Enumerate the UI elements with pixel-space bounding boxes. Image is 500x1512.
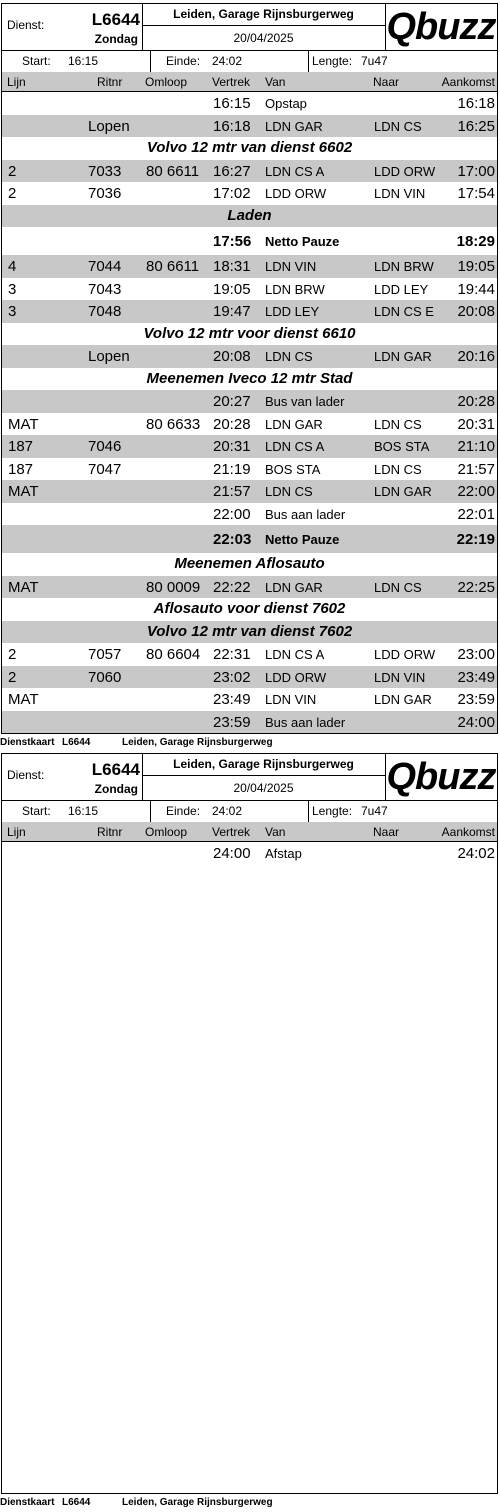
cell-van: LDN CS A <box>265 439 325 454</box>
cell-aankomst: 24:00 <box>457 713 495 731</box>
cell-van: LDN GAR <box>265 416 323 432</box>
col-ritnr: Ritnr <box>97 75 123 89</box>
cell-ritnr: 7048 <box>88 303 122 320</box>
cell-van: LDN CS A <box>265 647 325 662</box>
cell-ritnr: Lopen <box>88 117 130 135</box>
cell-ritnr: 7047 <box>88 460 122 478</box>
col-ritnr: Ritnr <box>97 825 123 839</box>
trip-row <box>2 390 497 413</box>
trip-row <box>2 413 497 436</box>
start-label: Start: <box>22 54 51 68</box>
footer-location: Leiden, Garage Rijnsburgerweg <box>122 1497 273 1508</box>
dienst-code: L6644 <box>91 10 140 29</box>
cell-vertrek: 18:31 <box>213 258 251 275</box>
cell-vertrek: 19:47 <box>213 303 251 320</box>
cell-aankomst: 20:16 <box>457 348 495 365</box>
cell-aankomst: 17:00 <box>457 162 495 180</box>
cell-vertrek: 23:59 <box>213 713 251 731</box>
trip-row <box>2 345 497 368</box>
column-header <box>2 72 497 92</box>
dienst-day: Zondag <box>94 32 138 46</box>
cell-omloop: 80 6611 <box>146 258 200 275</box>
col-omloop: Omloop <box>145 825 188 839</box>
cell-van: LDN VIN <box>265 259 317 274</box>
col-vertrek: Vertrek <box>212 75 251 89</box>
trip-row <box>2 435 497 458</box>
lengte-value: 7u47 <box>361 804 388 818</box>
col-lijn: Lijn <box>7 75 26 89</box>
cell-van: LDN CS <box>265 484 313 499</box>
cell-ritnr: 7044 <box>88 258 122 275</box>
shift-info <box>2 800 497 823</box>
cell-naar: LDN GAR <box>374 692 432 707</box>
column-header <box>2 822 497 842</box>
section-row: Volvo 12 mtr van dienst 7602 <box>2 621 497 644</box>
section-row: Volvo 12 mtr voor dienst 6610 <box>143 324 356 342</box>
trip-row <box>2 182 497 205</box>
cell-van: BOS STA <box>265 461 321 477</box>
schedule-table <box>2 92 497 733</box>
cell-vertrek: 17:02 <box>213 185 251 202</box>
cell-van: LDD ORW <box>265 186 327 201</box>
cell-vertrek: 22:22 <box>213 578 251 596</box>
cell-omloop: 80 0009 <box>146 578 201 596</box>
cell-aankomst: 22:00 <box>457 483 495 500</box>
logo-cell <box>385 754 497 800</box>
cell-lijn: 2 <box>8 668 17 686</box>
cell-vertrek: 19:05 <box>213 280 251 298</box>
cell-vertrek: 16:15 <box>213 95 251 112</box>
cell-naar: LDN GAR <box>374 349 432 364</box>
col-vertrek: Vertrek <box>212 825 251 839</box>
pause-row <box>2 227 497 255</box>
dienstkaart-page-2 <box>1 753 498 1494</box>
col-omloop: Omloop <box>145 75 188 89</box>
cell-naar: LDN CS <box>374 461 422 477</box>
shift-info <box>2 50 497 73</box>
trip-row <box>2 480 497 503</box>
page-header <box>2 754 497 801</box>
cell-aankomst: 16:25 <box>457 117 495 135</box>
trip-row <box>2 711 497 734</box>
dienstkaart-page-1 <box>1 3 498 734</box>
trip-row <box>2 255 497 278</box>
col-aankomst: Aankomst <box>441 75 495 89</box>
cell-vertrek: 20:28 <box>213 415 251 433</box>
trip-row <box>2 278 497 301</box>
footer-code: L6644 <box>62 737 91 748</box>
trip-row <box>2 643 497 666</box>
date: 20/04/2025 <box>233 781 294 795</box>
col-lijn: Lijn <box>7 825 26 839</box>
cell-aankomst: 22:01 <box>457 505 495 523</box>
location: Leiden, Garage Rijnsburgerweg <box>142 754 385 776</box>
cell-van: LDN VIN <box>265 692 317 707</box>
dienst-label: Dienst: <box>7 768 45 782</box>
cell-van: LDN GAR <box>265 118 323 134</box>
cell-van: LDD LEY <box>265 304 320 319</box>
cell-vertrek: 22:00 <box>213 505 251 523</box>
cell-aankomst: 21:10 <box>457 438 495 455</box>
einde-label: Einde: <box>166 54 201 68</box>
cell-van: Bus aan lader <box>265 714 346 730</box>
einde-label: Einde: <box>166 804 201 818</box>
cell-aankomst: 23:59 <box>457 691 495 708</box>
trip-row <box>2 688 497 711</box>
cell-aankomst: 19:44 <box>457 280 495 298</box>
cell-lijn: 187 <box>8 438 34 455</box>
cell-van: Netto Pauze <box>265 234 340 249</box>
cell-aankomst: 20:28 <box>457 393 495 410</box>
cell-vertrek: 20:31 <box>213 438 251 455</box>
location: Leiden, Garage Rijnsburgerweg <box>142 4 385 26</box>
start-time: 16:15 <box>68 804 99 818</box>
cell-lijn: 2 <box>8 185 17 202</box>
cell-aankomst: 20:08 <box>457 303 495 320</box>
cell-naar: LDN CS E <box>374 304 434 319</box>
pause-row <box>2 525 497 553</box>
cell-naar: LDD ORW <box>374 647 436 662</box>
trip-row <box>2 666 497 689</box>
cell-vertrek: 21:19 <box>213 460 251 478</box>
einde-time: 24:02 <box>212 54 243 68</box>
section-row: Aflosauto voor dienst 7602 <box>153 600 346 617</box>
section-row: Meenemen Iveco 12 mtr Stad <box>146 369 353 387</box>
cell-van: LDN CS A <box>265 163 325 179</box>
footer-label: Dienstkaart <box>0 737 55 748</box>
trip-row <box>2 458 497 481</box>
cell-van: LDN CS <box>265 349 313 364</box>
footer-code: L6644 <box>62 1497 91 1508</box>
qbuzz-logo: Qbuzz <box>386 756 496 798</box>
trip-row <box>2 300 497 323</box>
trip-row <box>2 842 497 865</box>
cell-lijn: 2 <box>8 162 17 180</box>
cell-vertrek: 16:18 <box>213 117 251 135</box>
start-time: 16:15 <box>68 54 99 68</box>
dienst-code: L6644 <box>91 760 140 779</box>
col-naar: Naar <box>373 825 400 839</box>
cell-vertrek: 22:03 <box>213 531 252 548</box>
qbuzz-logo: Qbuzz <box>386 6 496 48</box>
cell-vertrek: 22:31 <box>213 646 251 663</box>
col-naar: Naar <box>373 75 400 89</box>
cell-ritnr: 7036 <box>88 185 122 202</box>
cell-lijn: MAT <box>8 578 39 596</box>
cell-vertrek: 24:00 <box>213 845 251 862</box>
section-row: Meenemen Aflosauto <box>174 555 325 572</box>
cell-naar: LDD LEY <box>374 281 429 297</box>
trip-row <box>2 503 497 526</box>
cell-ritnr: 7046 <box>88 438 122 455</box>
cell-naar: LDN BRW <box>374 259 434 274</box>
cell-aankomst: 18:29 <box>456 233 495 250</box>
cell-aankomst: 20:31 <box>457 415 495 433</box>
cell-naar: LDN CS <box>374 118 422 134</box>
page-header <box>2 4 497 51</box>
cell-van: Bus aan lader <box>265 506 346 522</box>
logo-cell <box>385 4 497 50</box>
cell-aankomst: 22:19 <box>456 531 495 548</box>
cell-naar: LDD ORW <box>374 163 436 179</box>
trip-row <box>2 115 497 138</box>
cell-ritnr: 7060 <box>88 668 122 686</box>
cell-aankomst: 23:00 <box>457 646 495 663</box>
footer-label: Dienstkaart <box>0 1497 55 1508</box>
section-row: Volvo 12 mtr van dienst 6602 <box>146 139 353 156</box>
cell-aankomst: 24:02 <box>457 845 495 862</box>
cell-aankomst: 23:49 <box>457 668 495 686</box>
cell-lijn: 2 <box>8 646 17 663</box>
cell-ritnr: Lopen <box>88 348 130 365</box>
col-van: Van <box>265 825 286 839</box>
cell-vertrek: 23:49 <box>213 691 251 708</box>
cell-ritnr: 7057 <box>88 646 122 663</box>
lengte-value: 7u47 <box>361 54 388 68</box>
cell-ritnr: 7033 <box>88 162 122 180</box>
cell-omloop: 80 6611 <box>146 162 200 180</box>
cell-van: Bus van lader <box>265 394 345 409</box>
cell-vertrek: 17:56 <box>213 233 252 250</box>
col-aankomst: Aankomst <box>441 825 495 839</box>
cell-van: Opstap <box>265 96 307 111</box>
cell-lijn: MAT <box>8 415 39 433</box>
cell-naar: BOS STA <box>374 439 430 454</box>
cell-vertrek: 20:27 <box>213 393 251 410</box>
cell-van: LDD ORW <box>265 669 327 685</box>
dienst-label: Dienst: <box>7 18 45 32</box>
cell-vertrek: 23:02 <box>213 668 251 686</box>
cell-lijn: 3 <box>8 303 17 320</box>
dienst-cell <box>2 4 143 50</box>
cell-vertrek: 16:27 <box>213 162 251 180</box>
location-cell <box>142 754 386 800</box>
section-row: Laden <box>2 205 497 228</box>
cell-van: LDN GAR <box>265 579 323 595</box>
einde-time: 24:02 <box>212 804 243 818</box>
cell-van: Afstap <box>265 846 302 861</box>
dienst-day: Zondag <box>94 782 138 796</box>
date: 20/04/2025 <box>233 31 294 45</box>
trip-row <box>2 576 497 599</box>
cell-aankomst: 22:25 <box>457 578 495 596</box>
dienst-cell <box>2 754 143 800</box>
cell-naar: LDN CS <box>374 579 422 595</box>
lengte-label: Lengte: <box>312 54 353 68</box>
cell-naar: LDN VIN <box>374 186 426 201</box>
cell-aankomst: 17:54 <box>457 185 495 202</box>
cell-naar: LDN GAR <box>374 484 432 499</box>
cell-lijn: MAT <box>8 483 39 500</box>
cell-vertrek: 21:57 <box>213 483 251 500</box>
cell-omloop: 80 6604 <box>146 646 201 663</box>
schedule-table <box>2 842 497 865</box>
cell-aankomst: 16:18 <box>457 95 495 112</box>
cell-lijn: 3 <box>8 280 17 298</box>
cell-omloop: 80 6633 <box>146 415 201 433</box>
lengte-label: Lengte: <box>312 804 353 818</box>
cell-ritnr: 7043 <box>88 280 122 298</box>
cell-lijn: 187 <box>8 460 34 478</box>
start-label: Start: <box>22 804 51 818</box>
location-cell <box>142 4 386 50</box>
footer-location: Leiden, Garage Rijnsburgerweg <box>122 737 273 748</box>
cell-naar: LDN VIN <box>374 669 426 685</box>
col-van: Van <box>265 75 286 89</box>
cell-lijn: 4 <box>8 258 17 275</box>
trip-row <box>2 92 497 115</box>
cell-vertrek: 20:08 <box>213 348 251 365</box>
cell-van: Netto Pauze <box>265 532 340 547</box>
cell-aankomst: 19:05 <box>457 258 495 275</box>
cell-naar: LDN CS <box>374 416 422 432</box>
trip-row <box>2 160 497 183</box>
cell-lijn: MAT <box>8 691 39 708</box>
cell-van: LDN BRW <box>265 281 325 297</box>
cell-aankomst: 21:57 <box>457 460 495 478</box>
